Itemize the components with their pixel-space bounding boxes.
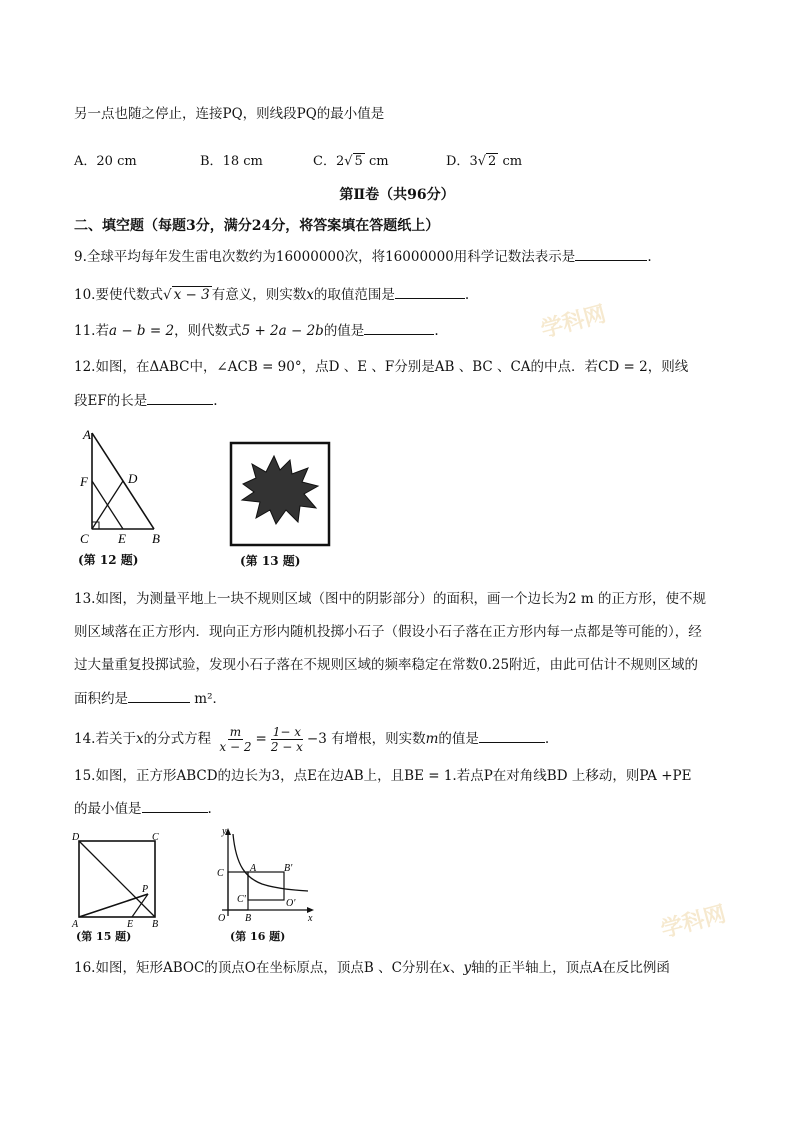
answer-blank[interactable] [128, 688, 190, 703]
question-15: 15.如图，正方形ABCD的边长为3，点E在边AB上，且BE = 1.若点P在对角线BD 上移动，则PA +PE [74, 768, 692, 784]
label-c: C [152, 832, 159, 843]
label-y: y [222, 826, 227, 837]
label-a: A [250, 863, 257, 874]
figure-16 [212, 826, 322, 946]
option-d[interactable]: D．3√ 2 cm [446, 154, 523, 169]
question-12-line2: 段EF的长是 . [74, 390, 218, 411]
question-13: 13.如图，为测量平地上一块不规则区域（图中的阴影部分）的面积，画一个边长为2 m 的正方形，使不规 [74, 591, 706, 607]
question-13-line2: 则区域落在正方形内．现向正方形内随机投掷小石子（假设小石子落在正方形内每一点都是等可能的），经 [74, 624, 702, 640]
section-title: 二、填空题（每题3分，满分24分，将答案填在答题纸上） [74, 218, 440, 234]
figure-15-diagram [70, 830, 166, 928]
label-d: D [128, 471, 138, 486]
figure-13-caption: (第 13 题) [240, 554, 301, 568]
label-o: O [218, 913, 226, 924]
figure-12 [74, 425, 174, 575]
answer-blank[interactable] [479, 728, 545, 743]
label-b-prime: B' [284, 863, 293, 874]
label-x: x [308, 913, 313, 924]
label-a: A [83, 427, 91, 442]
question-13-line3: 过大量重复投掷试验，发现小石子落在不规则区域的频率稳定在常数0.25附近，由此可估计不规则区域的 [74, 657, 699, 673]
label-c-prime: C' [237, 894, 246, 905]
question-12: 12.如图，在ΔABC中，∠ACB = 90°，点D 、E 、F分别是AB 、BC 、CA的中点．若CD = 2，则线 [74, 359, 689, 375]
figure-16-diagram [212, 826, 318, 926]
watermark: 学科网 [658, 901, 729, 944]
label-e: E [127, 919, 134, 928]
question-13-line4: 面积约是 m²． [74, 688, 226, 709]
answer-blank[interactable] [395, 284, 465, 299]
option-c[interactable]: C．2√ 5 cm [313, 154, 389, 169]
question-11: 11.若a − b = 2，则代数式5 + 2a − 2b的值是 . [74, 320, 439, 341]
label-c: C [80, 531, 89, 546]
segment-pa [79, 894, 148, 917]
question-15-line2: 的最小值是 . [74, 798, 212, 819]
diagonal-bd [79, 841, 155, 917]
label-b: B [152, 919, 159, 928]
figure-15-caption: (第 15 题) [76, 930, 132, 943]
question-10: 10.要使代数式√ x − 3 有意义，则实数x的取值范围是 . [74, 284, 469, 305]
inverse-curve [233, 834, 308, 891]
label-c: C [217, 868, 224, 879]
question-9: 9.全球平均每年发生雷电次数约为16000000次，将16000000用科学记数法表示是 . [74, 246, 652, 267]
figure-12-caption: (第 12 题) [78, 553, 139, 567]
option-b[interactable]: B．18 cm [200, 154, 263, 169]
watermark: 学科网 [538, 301, 609, 344]
question-14: 14.若关于x的分式方程 $\frac{m}{x - 2}$ = $\frac{1- x}{2 - x}$ −3 有增根，则实数m的值是 . [74, 725, 550, 754]
figure-12-diagram [74, 425, 174, 550]
option-a[interactable]: A．20 cm [74, 154, 137, 169]
fraction-left: $\frac{m}{x - 2}$ [219, 725, 252, 754]
figure-16-caption: (第 16 题) [230, 930, 286, 943]
question-16: 16.如图，矩形ABOC的顶点O在坐标原点，顶点B 、C分别在x、y轴的正半轴上，顶点A在反比例函 [74, 960, 670, 976]
fraction-right: $\frac{1- x}{2 - x}$ [270, 725, 303, 754]
label-f: F [80, 474, 88, 489]
label-b: B [152, 531, 160, 546]
label-b: B [245, 913, 252, 924]
answer-blank[interactable] [575, 246, 647, 261]
figure-13-diagram [228, 440, 332, 548]
part-title: 第Ⅱ卷（共96分） [339, 187, 455, 203]
label-a: A [72, 919, 79, 928]
figure-15 [70, 830, 170, 945]
question-8-continued: 另一点也随之停止，连接PQ，则线段PQ的最小值是 [74, 106, 385, 122]
label-e: E [118, 531, 126, 546]
label-p: P [142, 884, 149, 895]
rectangle-translated [248, 872, 284, 900]
label-d: D [72, 832, 80, 843]
answer-blank[interactable] [142, 798, 208, 813]
label-o-prime: O' [286, 898, 296, 909]
answer-blank[interactable] [147, 390, 213, 405]
answer-blank[interactable] [364, 320, 434, 335]
figure-13 [228, 440, 338, 580]
